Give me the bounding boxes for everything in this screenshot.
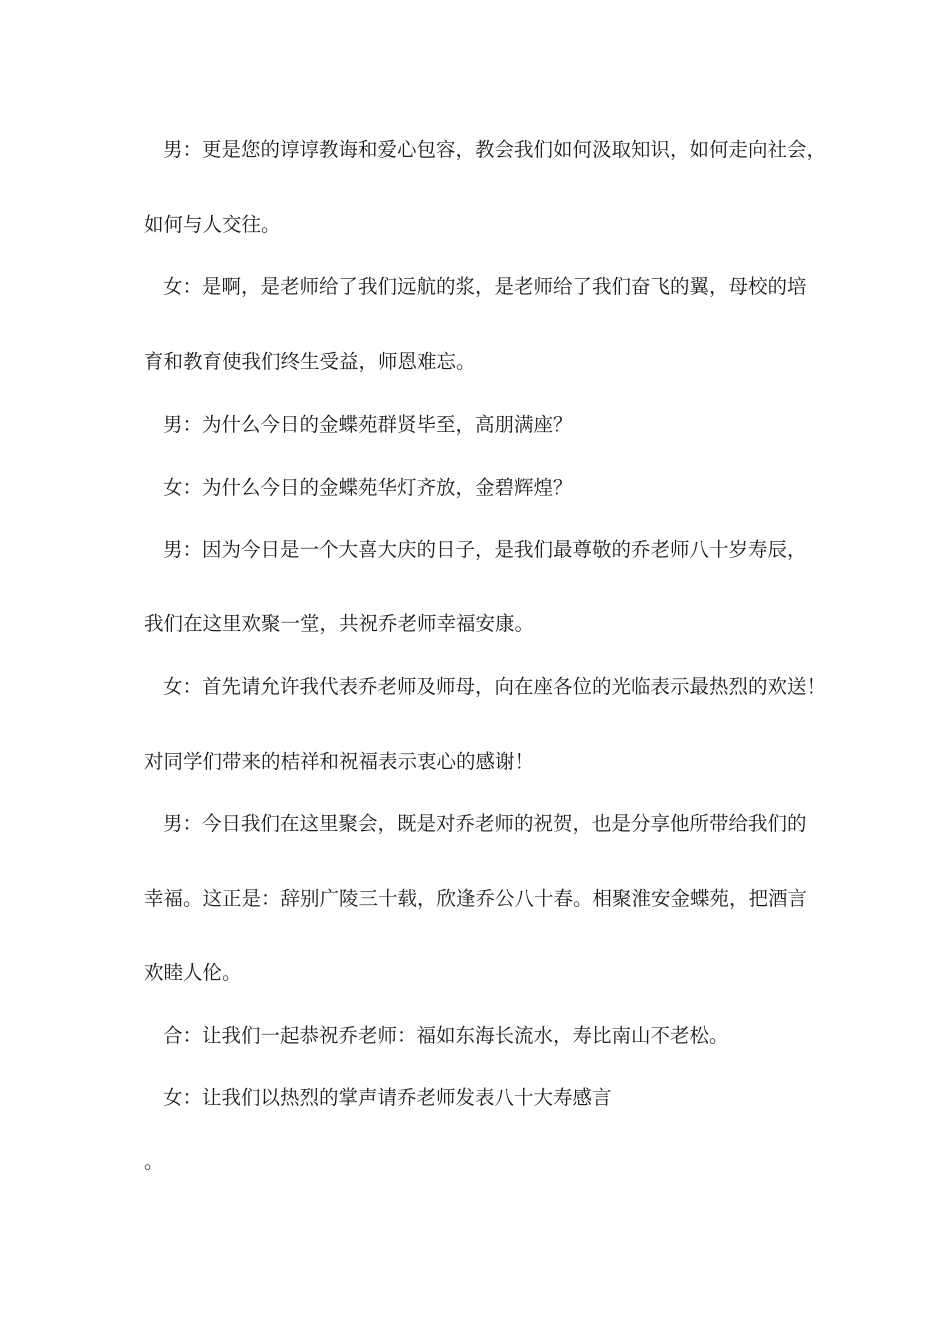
text-line: 我们在这里欢聚一堂，共祝乔老师幸福安康。 [144, 612, 535, 635]
text-line: 育和教育使我们终生受益，师恩难忘。 [144, 350, 476, 373]
text-line: 如何与人交往。 [144, 213, 281, 236]
text-line: 女：为什么今日的金蝶苑华灯齐放，金碧辉煌？ [163, 476, 573, 499]
text-line: 欢睦人伦。 [144, 961, 242, 984]
text-line: 幸福。这正是：辞别广陵三十载，欣逢乔公八十春。相聚淮安金蝶苑，把酒言 [144, 887, 808, 910]
text-line: 对同学们带来的桔祥和祝福表示衷心的感谢！ [144, 750, 535, 773]
text-line: 女：首先请允许我代表乔老师及师母，向在座各位的光临表示最热烈的欢送！ [163, 675, 827, 698]
text-line: 男：更是您的谆谆教诲和爱心包容，教会我们如何汲取知识，如何走向社会， [163, 138, 827, 161]
text-line: 男：因为今日是一个大喜大庆的日子，是我们最尊敬的乔老师八十岁寿辰， [163, 538, 807, 561]
text-line: 女：让我们以热烈的掌声请乔老师发表八十大寿感言 [163, 1086, 612, 1109]
text-line: 男：为什么今日的金蝶苑群贤毕至，高朋满座？ [163, 413, 573, 436]
text-line: 男：今日我们在这里聚会，既是对乔老师的祝贺，也是分享他所带给我们的 [163, 812, 807, 835]
text-line: 合：让我们一起恭祝乔老师：福如东海长流水，寿比南山不老松。 [163, 1024, 729, 1047]
text-line: 女：是啊，是老师给了我们远航的浆，是老师给了我们奋飞的翼，母校的培 [163, 275, 807, 298]
text-line: 。 [144, 1150, 164, 1173]
